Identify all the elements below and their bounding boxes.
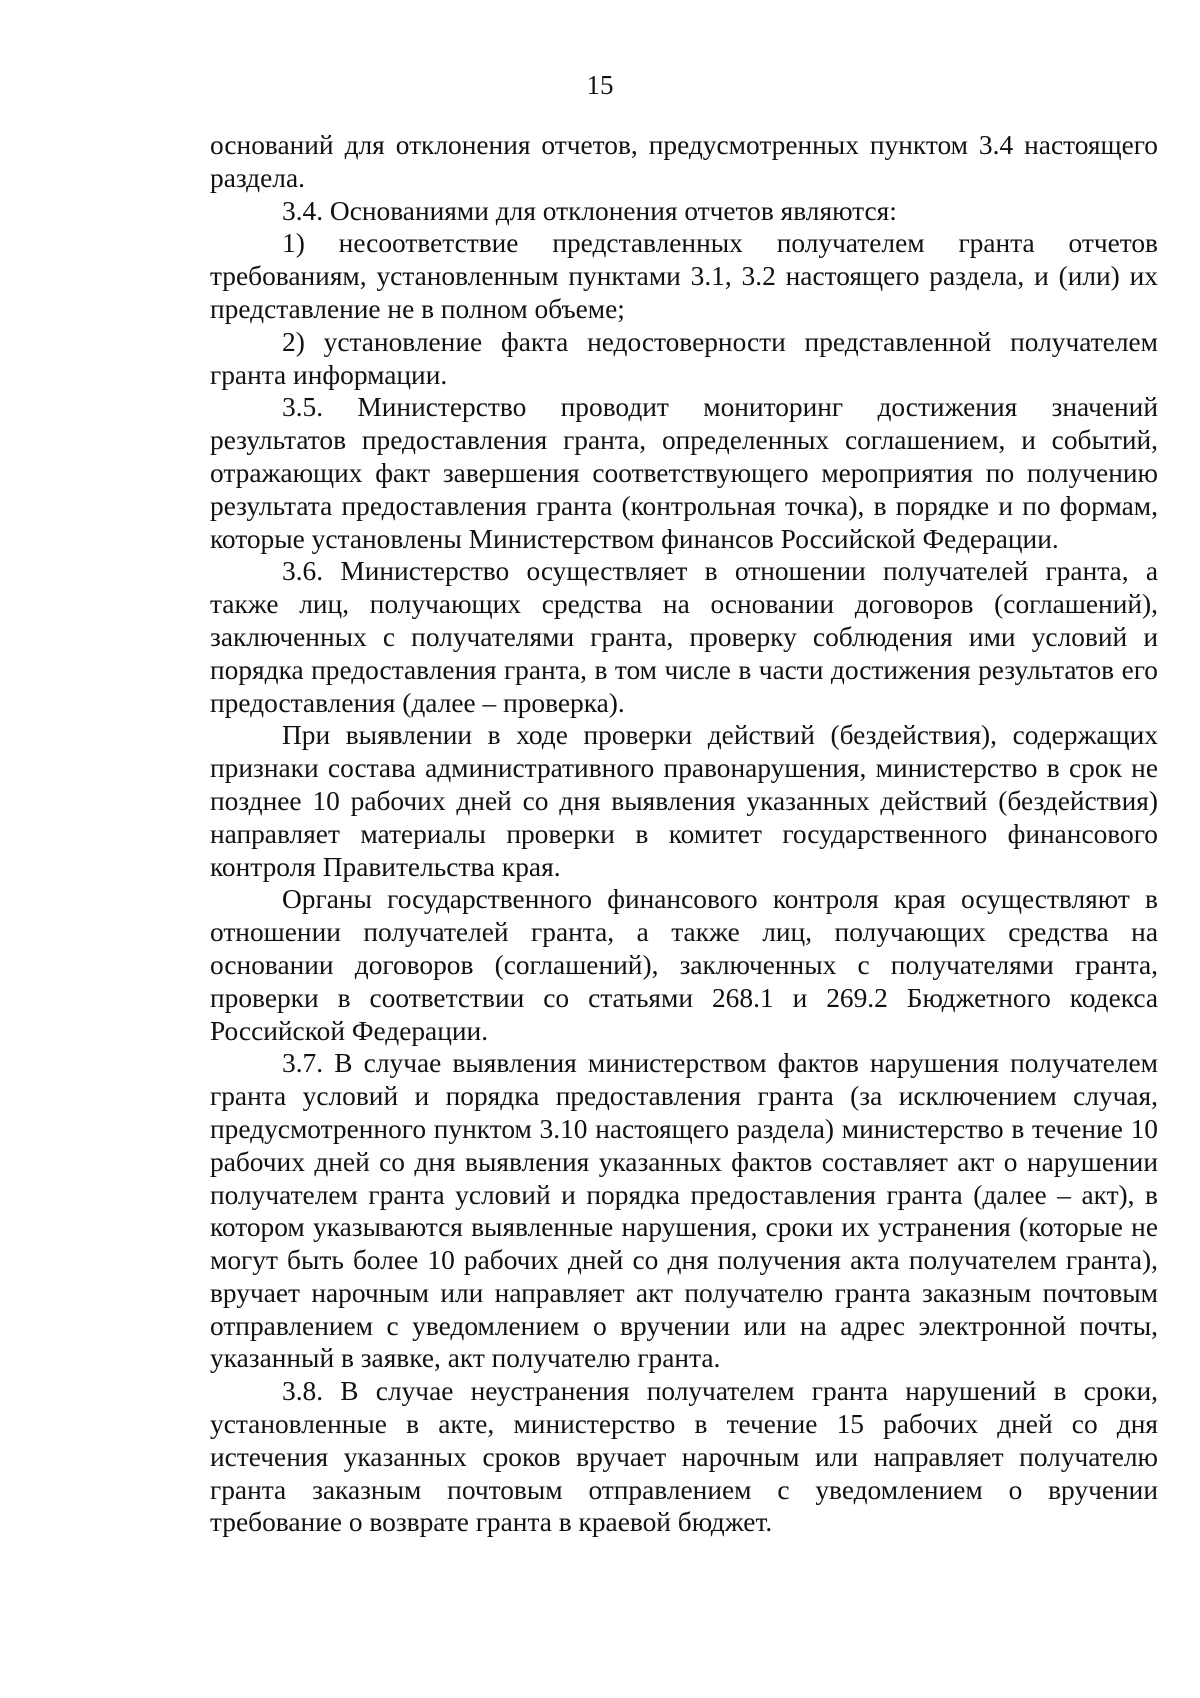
paragraph-3-6-control-bodies: Органы государственного финансового контроля края осуществляют в отношении получателей гранта, а также лиц, получающих средства на основании договоров (соглашений), заключенных с получателями гранта, проверки в соответствии со статьями 268.1 и 269.2 Бюджетного кодекса Российской Федерации. bbox=[210, 884, 1158, 1046]
paragraph-3-4-item-1: 1) несоответствие представленных получателем гранта отчетов требованиям, установленным пунктами 3.1, 3.2 настоящего раздела, и (или) их представление не в полном объеме; bbox=[210, 228, 1158, 324]
paragraph-3-5: 3.5. Министерство проводит мониторинг достижения значений результатов предоставления гранта, определенных соглашением, и событий, отражающих факт завершения соответствующего мероприятия по получению результата предоставления гранта (контрольная точка), в порядке и по формам, которые установлены Министерством финансов Российской Федерации. bbox=[210, 392, 1158, 554]
document-body bbox=[210, 129, 1158, 1539]
paragraph-3-6-violations: При выявлении в ходе проверки действий (бездействия), содержащих признаки состава административного правонарушения, министерство в срок не позднее 10 рабочих дней со дня выявления указанных действий (бездействия) направляет материалы проверки в комитет государственного финансового контроля Правительства края. bbox=[210, 720, 1158, 882]
page-number bbox=[0, 70, 1200, 101]
page-number-text: 15 bbox=[586, 70, 614, 100]
paragraph-3-4-item-2: 2) установление факта недостоверности представленной получателем гранта информации. bbox=[210, 326, 1158, 390]
paragraph-continuation: оснований для отклонения отчетов, предусмотренных пунктом 3.4 настоящего раздела. bbox=[210, 130, 1158, 193]
paragraph-3-4: 3.4. Основаниями для отклонения отчетов являются: bbox=[282, 195, 897, 226]
paragraph-3-6: 3.6. Министерство осуществляет в отношении получателей гранта, а также лиц, получающих средства на основании договоров (соглашений), заключенных с получателями гранта, проверку соблюдения ими условий и порядка предоставления гранта, в том числе в части достижения результатов его предоставления (далее – проверка). bbox=[210, 556, 1158, 718]
paragraph-3-8: 3.8. В случае неустранения получателем гранта нарушений в сроки, установленные в акте, министерство в течение 15 рабочих дней со дня истечения указанных сроков вручает нарочным или направляет получателю гранта заказным почтовым отправлением с уведомлением о вручении требование о возврате гранта в краевой бюджет. bbox=[210, 1376, 1158, 1538]
paragraph-3-7: 3.7. В случае выявления министерством фактов нарушения получателем гранта условий и порядка предоставления гранта (за исключением случая, предусмотренного пунктом 3.10 настоящего раздела) министерство в течение 10 рабочих дней со дня выявления указанных фактов составляет акт о нарушении получателем гранта условий и порядка предоставления гранта (далее – акт), в котором указываются выявленные нарушения, сроки их устранения (которые не могут быть более 10 рабочих дней со дня получения акта получателем гранта), вручает нарочным или направляет акт получателю гранта заказным почтовым отправлением с уведомлением о вручении или на адрес электронной почты, указанный в заявке, акт получателю гранта. bbox=[210, 1048, 1158, 1374]
